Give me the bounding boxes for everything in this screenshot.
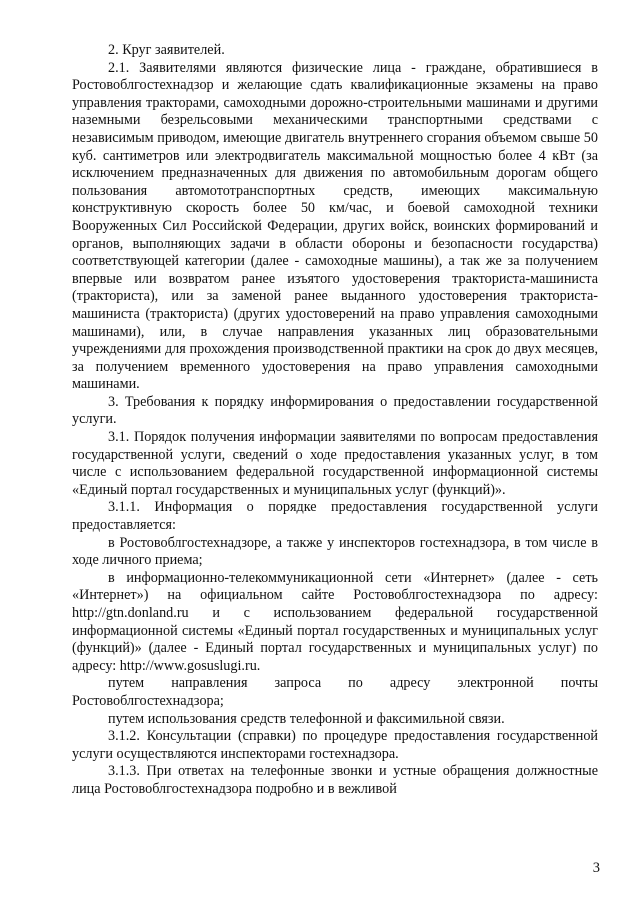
- paragraph-2-1: 2.1. Заявителями являются физические лица - граждане, обратившиеся в Ростовоблгостехнадзор и желающие сдать квалификационные экзамены на право управления тракторами, самоходными дорожно-строительными машинами и другими наземными безрельсовыми механическими транспортными средствами с независимым приводом, имеющие двигатель внутреннего сгорания объемом свыше 50 куб. сантиметров или электродвигатель максимальной мощностью более 4 кВт (за исключением предназначенных для движения по автомобильным дорогам общего пользования автомототранспортных средств, имеющих максимальную конструктивную скорость более 50 км/час, и боевой самоходной техники Вооруженных Сил Российской Федерации, других войск, воинских формирований и органов, выполняющих задачи в области обороны и безопасности государства) соответствующей категории (далее - самоходные машины), а так же за получением впервые или возвратом ранее изъятого удостоверения тракториста-машиниста (тракториста), или за заменой ранее выданного удостоверения тракториста-машиниста (тракториста) (других удостоверений на право управления самоходными машинами), или, в случае направления указанных лиц образовательными учреждениями для прохождения производственной практики на срок до двух месяцев, за получением временного удостоверения на право управления самоходными машинами.: [72, 59, 598, 393]
- paragraph-internet: в информационно-телекоммуникационной сети «Интернет» (далее - сеть «Интернет») на официальном сайте Ростовоблгостехнадзора по адресу: http://gtn.donland.ru и с использованием федеральной государственной информационной системы «Единый портал государственных и муниципальных услуг (функций)» (далее - Единый портал государственных и муниципальных услуг) по адресу: http://www.gosuslugi.ru.: [72, 569, 598, 674]
- paragraph-phone: путем использования средств телефонной и факсимильной связи.: [108, 710, 505, 727]
- paragraph-office: в Ростовоблгостехнадзоре, а также у инспекторов гостехнадзора, в том числе в ходе личного приема;: [72, 534, 598, 569]
- section-heading-information: 3. Требования к порядку информирования о предоставлении государственной услуги.: [72, 393, 598, 428]
- paragraph-3-1-3: 3.1.3. При ответах на телефонные звонки и устные обращения должностные лица Ростовоблгостехнадзора подробно и в вежливой: [72, 763, 598, 797]
- paragraph-3-1: 3.1. Порядок получения информации заявителями по вопросам предоставления государственной услуги, сведений о ходе предоставления указанных услуг, в том числе с использованием федеральной государственной информационной системы «Единый портал государственных и муниципальных услуг (функций)».: [72, 429, 598, 498]
- document-body: [72, 42, 598, 799]
- paragraph-3-1-2: 3.1.2. Консультации (справки) по процедуре предоставления государственной услуги осуществляются инспекторами гостехнадзора.: [72, 728, 598, 762]
- page-number: 3: [592, 860, 600, 876]
- section-heading-applicants: 2. Круг заявителей.: [108, 42, 225, 58]
- paragraph-email: путем направления запроса по адресу электронной почты Ростовоблгостехнадзора;: [72, 675, 598, 709]
- paragraph-3-1-1: 3.1.1. Информация о порядке предоставления государственной услуги предоставляется:: [72, 499, 598, 534]
